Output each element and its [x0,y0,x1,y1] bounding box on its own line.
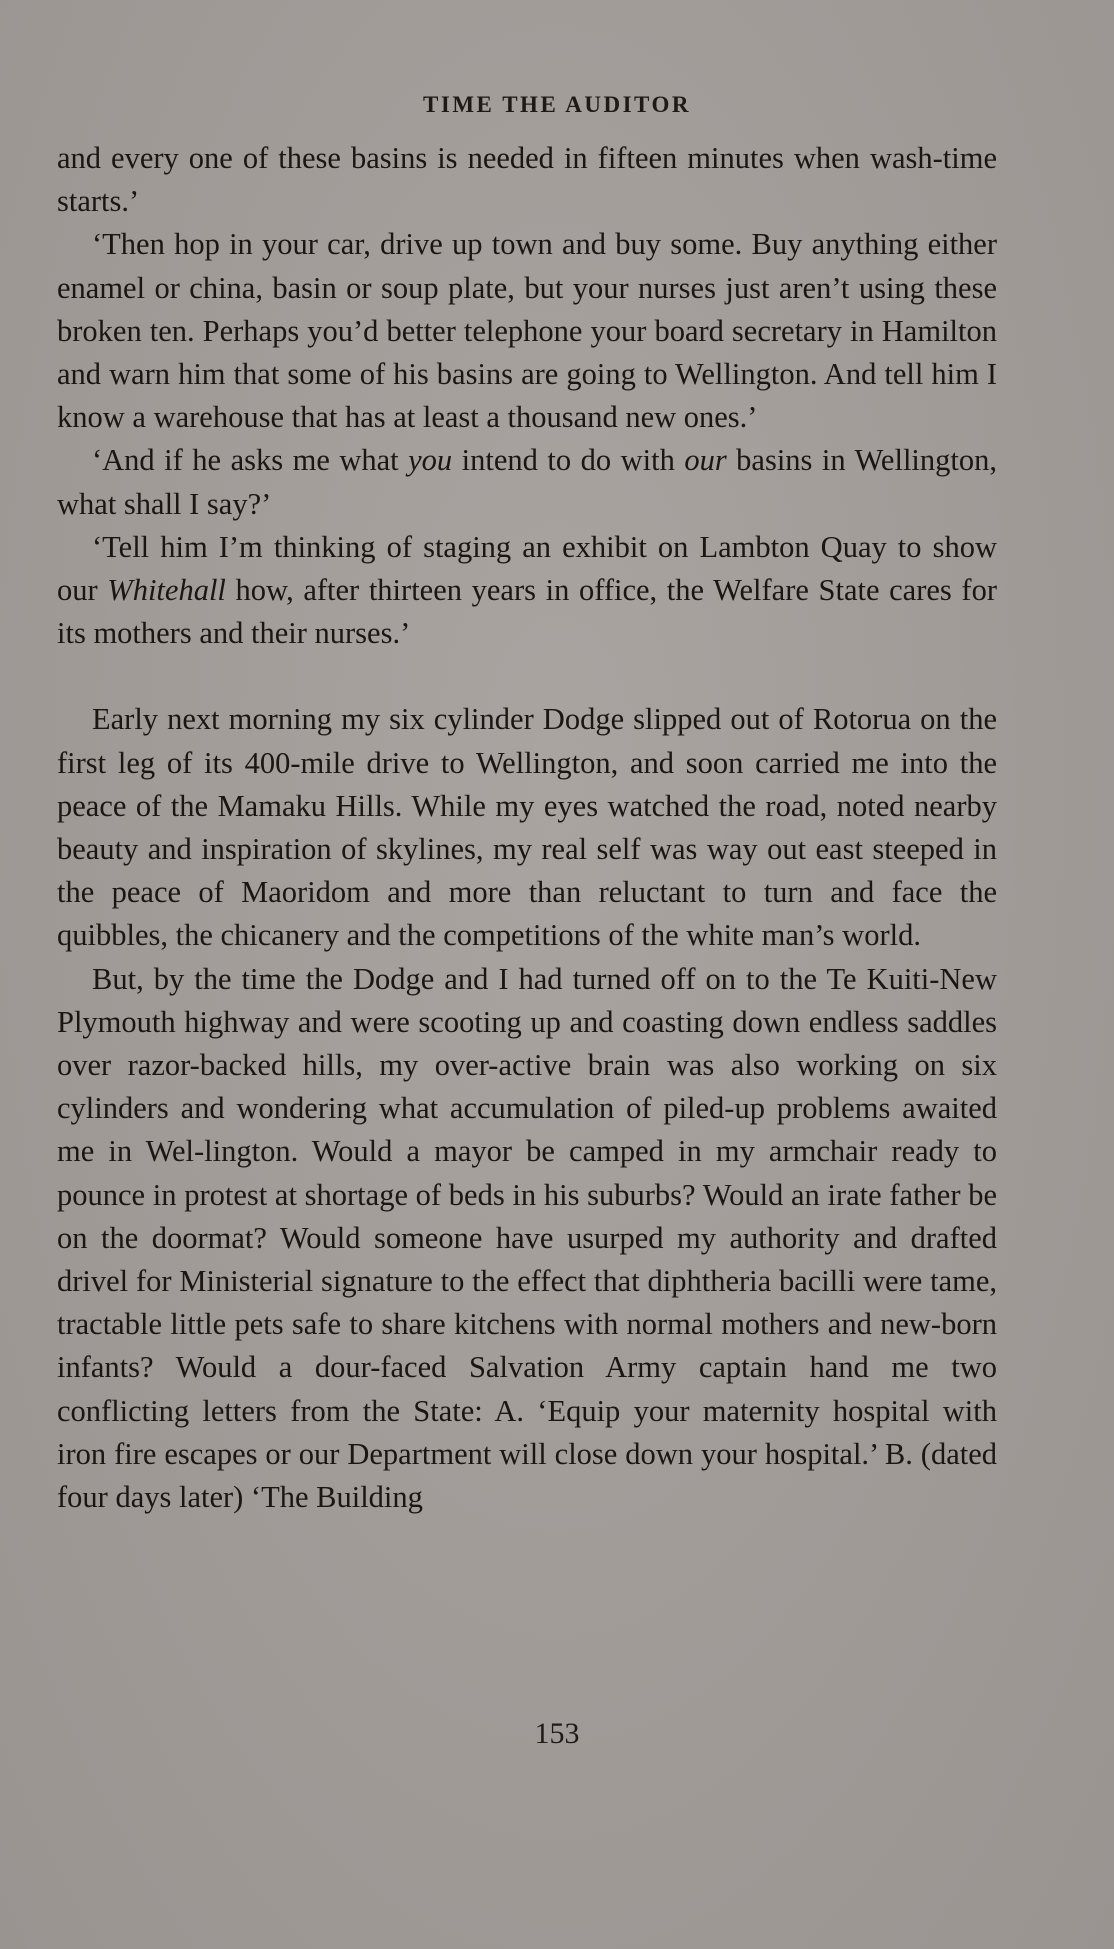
paragraph: ‘Then hop in your car, drive up town and buy some. Buy anything either enamel or china, basin or soup plate, but your nurses just aren’t using these broken ten. Perhaps you’d better telephone your board secretary in Hamilton and warn him that some of his basins are going to Wellington. And tell him I know a warehouse that has at least a thousand new ones.’ [57,227,997,435]
paragraph-text: basins in Wellington, what shall I say?’ [57,443,997,521]
paragraph [57,526,997,656]
paragraph-text: intend to do with [452,443,685,478]
paragraph: Early next morning my six cylinder Dodge slipped out of Rotorua on the first leg of its 400-mile drive to Wellington, and soon carried me into the peace of the Mamaku Hills. While my eyes watched the road, noted nearby beauty and inspiration of skylines, my real self was way out east steeped in the peace of Maoridom and more than reluctant to turn and face the quibbles, the chicanery and the competitions of the white man’s world. [57,702,997,953]
body-text [57,137,997,1519]
emphasis-text: you [408,443,453,478]
paragraph: But, by the time the Dodge and I had turned off on to the Te Kuiti-New Plymouth highway and were scooting up and coasting down endless saddles over razor-backed hills, my over-active brain was also working on six cylinders and wondering what accumulation of piled-up problems awaited me in Wel-lington. Would a mayor be camped in my armchair ready to pounce in protest at shortage of beds in his suburbs? Would an irate father be on the doormat? Would someone have usurped my authority and drafted drivel for Ministerial signature to the effect that diphtheria bacilli were tame, tractable little pets safe to share kitchens with normal mothers and new-born infants? Would a dour-faced Salvation Army captain hand me two conflicting letters from the State: A. ‘Equip your maternity hospital with iron fire escapes or our Department will close down your hospital.’ B. (dated four days later) ‘The Building [57,961,997,1515]
emphasis-text: our [684,443,727,478]
paragraph [57,439,997,525]
running-head: TIME THE AUDITOR [423,92,691,117]
emphasis-text: Whitehall [107,573,226,608]
paragraph-text: ‘And if he asks me what [92,443,409,478]
paragraph-text: ‘Tell him I’m thinking of staging an exhibit on Lambton Quay to show our [57,529,997,608]
paragraph-text: how, after thirteen years in office, the Welfare State cares for its mothers and their nurses.’ [57,573,997,651]
page-number: 153 [534,1717,580,1750]
paragraph: and every one of these basins is needed in fifteen minutes when wash-time starts.’ [57,141,997,219]
